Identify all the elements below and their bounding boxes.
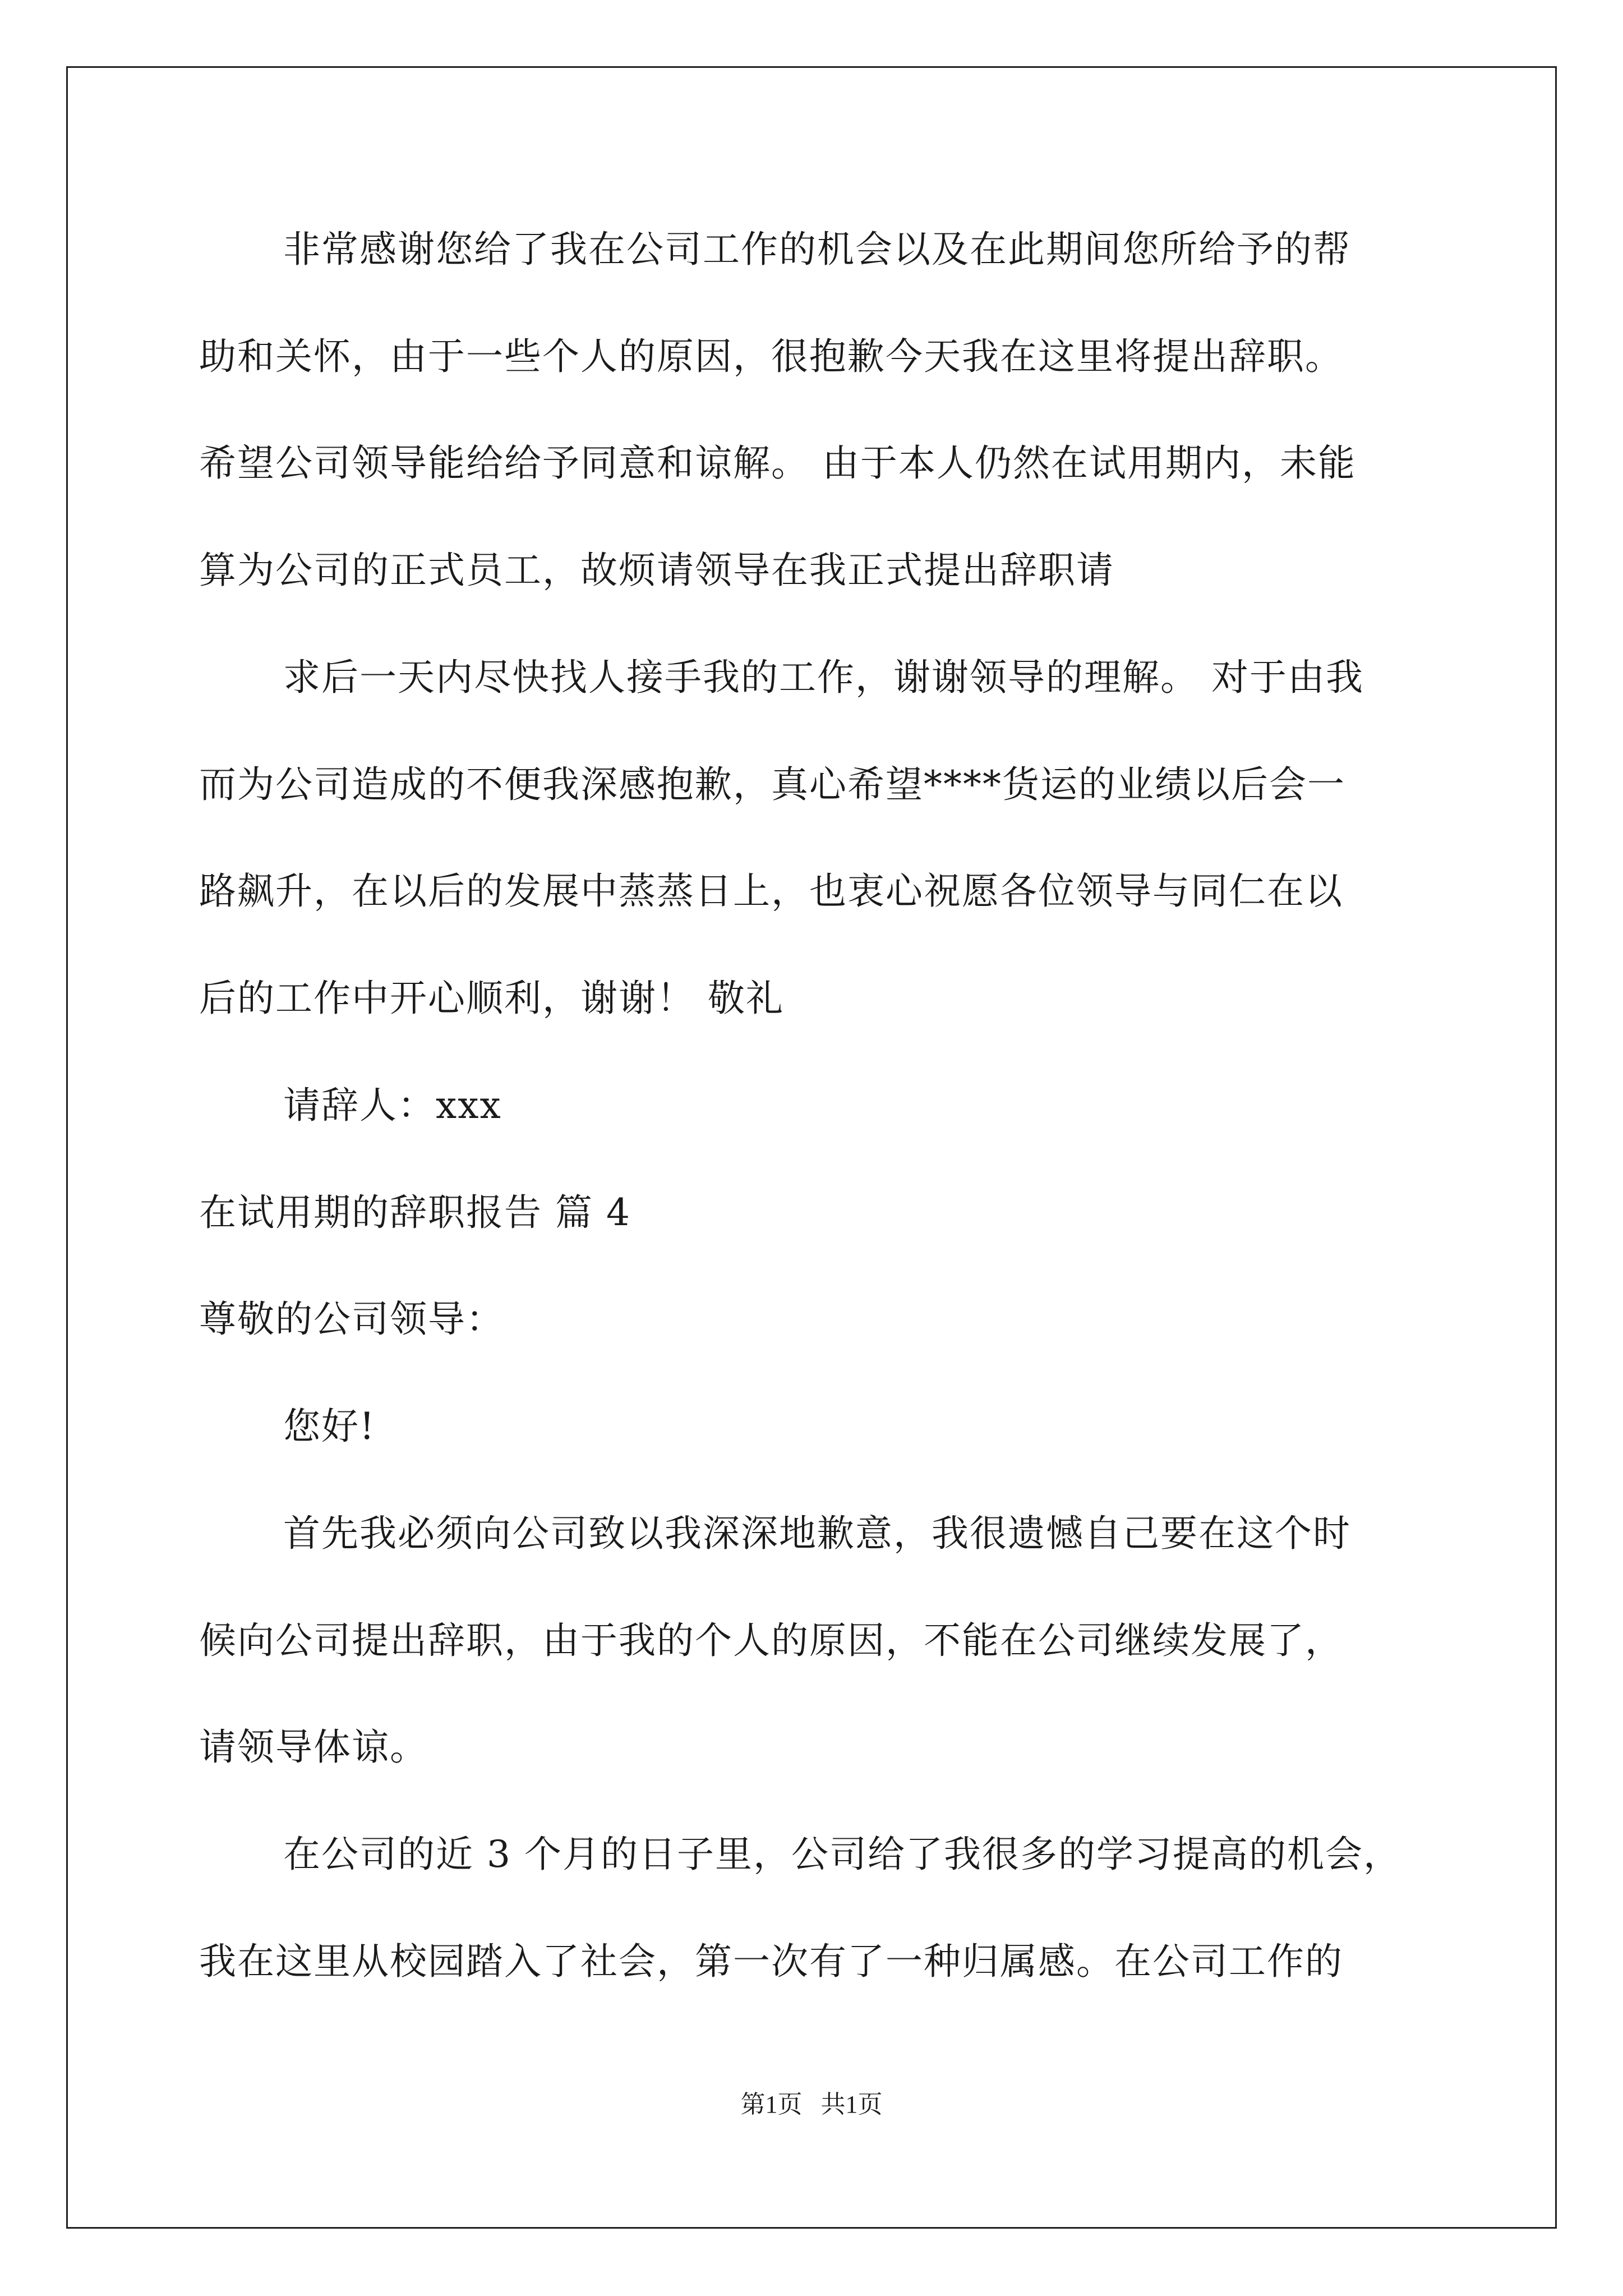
greeting: 您好! [283,1405,376,1448]
page-number-footer: 第1页 共1页 [740,2091,883,2118]
body-line-7: 路飙升，在以后的发展中蒸蒸日上，也衷心祝愿各位领导与同仁在以 [199,869,1343,913]
body-line-6: 而为公司造成的不便我深感抱歉，真心希望****货运的业绩以后会一 [199,763,1345,806]
salutation: 尊敬的公司领导： [199,1297,504,1341]
body-line-12: 在公司的近 3 个月的日子里，公司给了我很多的学习提高的机会， [283,1833,1401,1876]
body-line-11: 请领导体谅。 [199,1726,428,1769]
body-line-13: 我在这里从校园踏入了社会，第一次有了一种归属感。在公司工作的 [199,1940,1343,1983]
page-border [66,66,1557,2229]
body-line-4: 算为公司的正式员工，故烦请领导在我正式提出辞职请 [199,549,1114,592]
body-line-9: 首先我必须向公司致以我深深地歉意，我很遗憾自己要在这个时 [283,1512,1351,1555]
body-line-10: 候向公司提出辞职，由于我的个人的原因，不能在公司继续发展了， [199,1619,1343,1662]
body-line-3: 希望公司领导能给给予同意和谅解。 由于本人仍然在试用期内，未能 [199,441,1356,485]
body-line-8: 后的工作中开心顺利，谢谢！ 敬礼 [199,977,784,1020]
body-line-2: 助和关怀，由于一些个人的原因，很抱歉今天我在这里将提出辞职。 [199,335,1343,378]
section-heading: 在试用期的辞职报告 篇 4 [199,1191,631,1234]
signature-line: 请辞人：xxx [283,1084,502,1127]
body-line-5: 求后一天内尽快找人接手我的工作，谢谢领导的理解。 对于由我 [283,656,1364,699]
body-line-1: 非常感谢您给了我在公司工作的机会以及在此期间您所给予的帮 [283,228,1351,271]
